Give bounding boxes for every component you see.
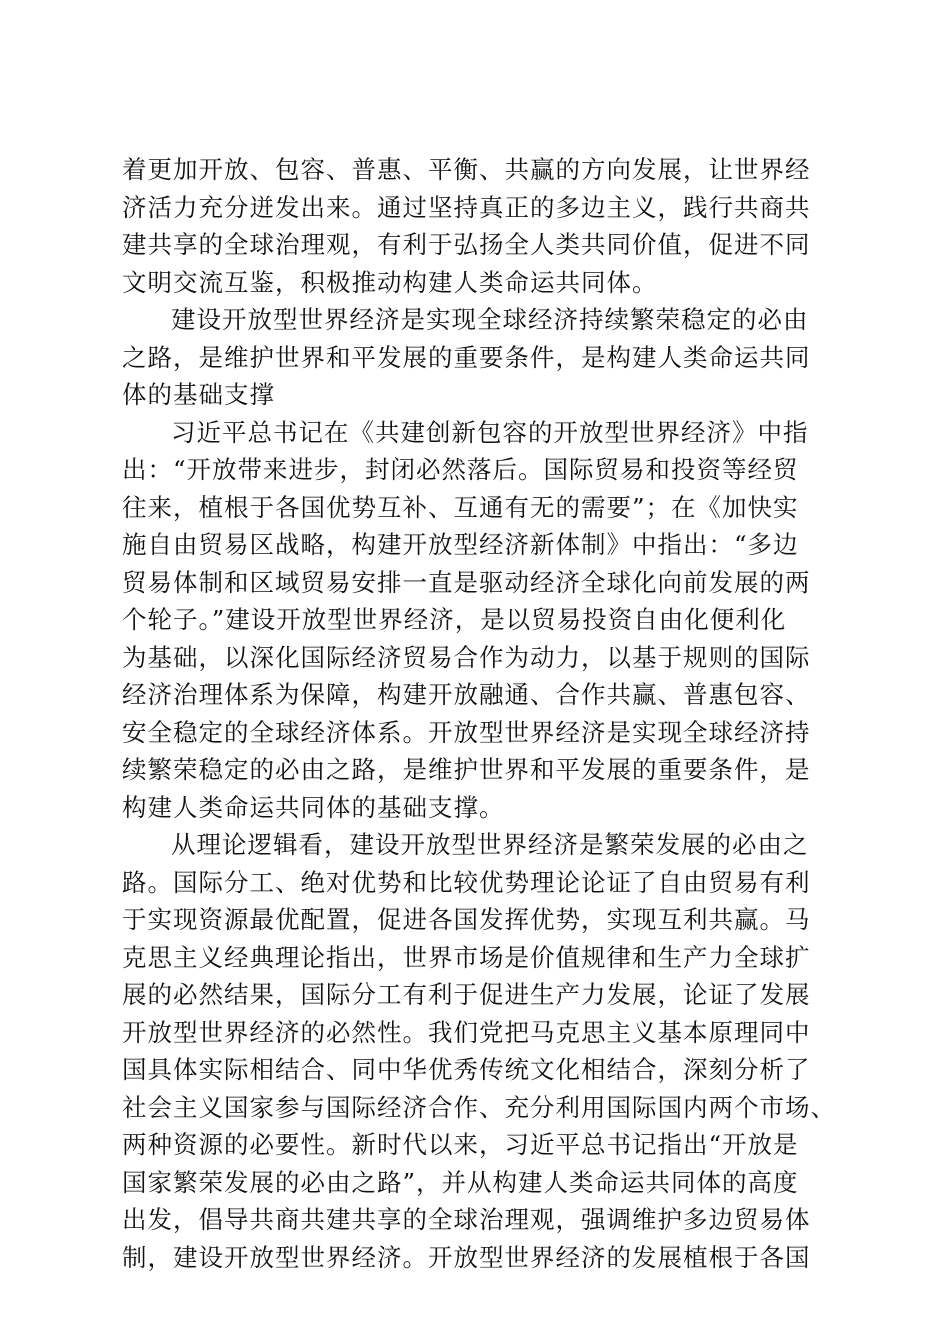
text-line: 为基础，以深化国际经济贸易合作为动力，以基于规则的国际 <box>122 642 811 672</box>
text-line: 安全稳定的全球经济体系。开放型世界经济是实现全球经济持 <box>122 717 811 747</box>
text-line: 两种资源的必要性。新时代以来，习近平总书记指出“开放是 <box>122 1130 799 1159</box>
text-line: 从理论逻辑看，建设开放型世界经济是繁荣发展的必由之 <box>171 830 809 859</box>
paragraph-quote <box>122 414 842 827</box>
text-line: 个轮子。”建设开放型世界经济，是以贸易投资自由化便利化 <box>122 605 787 634</box>
text-line: 开放型世界经济的必然性。我们党把马克思主义基本原理同中 <box>122 1017 811 1047</box>
text-line: 着更加开放、包容、普惠、平衡、共赢的方向发展，让世界经 <box>122 155 811 184</box>
text-line: 出发，倡导共商共建共享的全球治理观，强调维护多边贸易体 <box>122 1205 811 1234</box>
text-line: 续繁荣稳定的必由之路，是维护世界和平发展的重要条件，是 <box>122 755 811 784</box>
text-line: 国家繁荣发展的必由之路”，并从构建人类命运共同体的高度 <box>122 1167 799 1197</box>
text-line: 之路，是维护世界和平发展的重要条件，是构建人类命运共同 <box>122 342 811 372</box>
text-line: 展的必然结果，国际分工有利于促进生产力发展，论证了发展 <box>122 980 811 1009</box>
text-line: 建设开放型世界经济是实现全球经济持续繁荣稳定的必由 <box>171 305 809 334</box>
text-line: 文明交流互鉴，积极推动构建人类命运共同体。 <box>122 267 658 297</box>
text-line: 建共享的全球治理观，有利于弘扬全人类共同价值，促进不同 <box>122 230 811 259</box>
paragraph-theory <box>122 826 842 1276</box>
body-text <box>122 151 842 1276</box>
text-line: 国具体实际相结合、同中华优秀传统文化相结合，深刻分析了 <box>122 1055 811 1084</box>
text-line: 构建人类命运共同体的基础支撑。 <box>122 792 505 822</box>
text-line: 制，建设开放型世界经济。开放型世界经济的发展植根于各国 <box>122 1242 811 1272</box>
paragraph-continuation <box>122 151 842 301</box>
text-line: 克思主义经典理论指出，世界市场是价值规律和生产力全球扩 <box>122 942 811 972</box>
text-line: 路。国际分工、绝对优势和比较优势理论论证了自由贸易有利 <box>122 867 811 897</box>
text-line: 社会主义国家参与国际经济合作、充分利用国际国内两个市场、 <box>122 1092 836 1122</box>
text-line: 体的基础支撑 <box>122 380 275 409</box>
text-line: 习近平总书记在《共建创新包容的开放型世界经济》中指 <box>171 417 809 447</box>
text-line: 施自由贸易区战略，构建开放型经济新体制》中指出：“多边 <box>122 530 799 559</box>
section-heading <box>122 301 842 414</box>
text-line: 于实现资源最优配置，促进各国发挥优势，实现互利共赢。马 <box>122 905 811 934</box>
text-line: 出：“开放带来进步，封闭必然落后。国际贸易和投资等经贸 <box>122 455 799 484</box>
text-line: 济活力充分迸发出来。通过坚持真正的多边主义，践行共商共 <box>122 192 811 222</box>
text-line: 经济治理体系为保障，构建开放融通、合作共赢、普惠包容、 <box>122 680 811 709</box>
text-line: 往来，植根于各国优势互补、互通有无的需要”；在《加快实 <box>122 492 799 522</box>
text-line: 贸易体制和区域贸易安排一直是驱动经济全球化向前发展的两 <box>122 567 811 597</box>
